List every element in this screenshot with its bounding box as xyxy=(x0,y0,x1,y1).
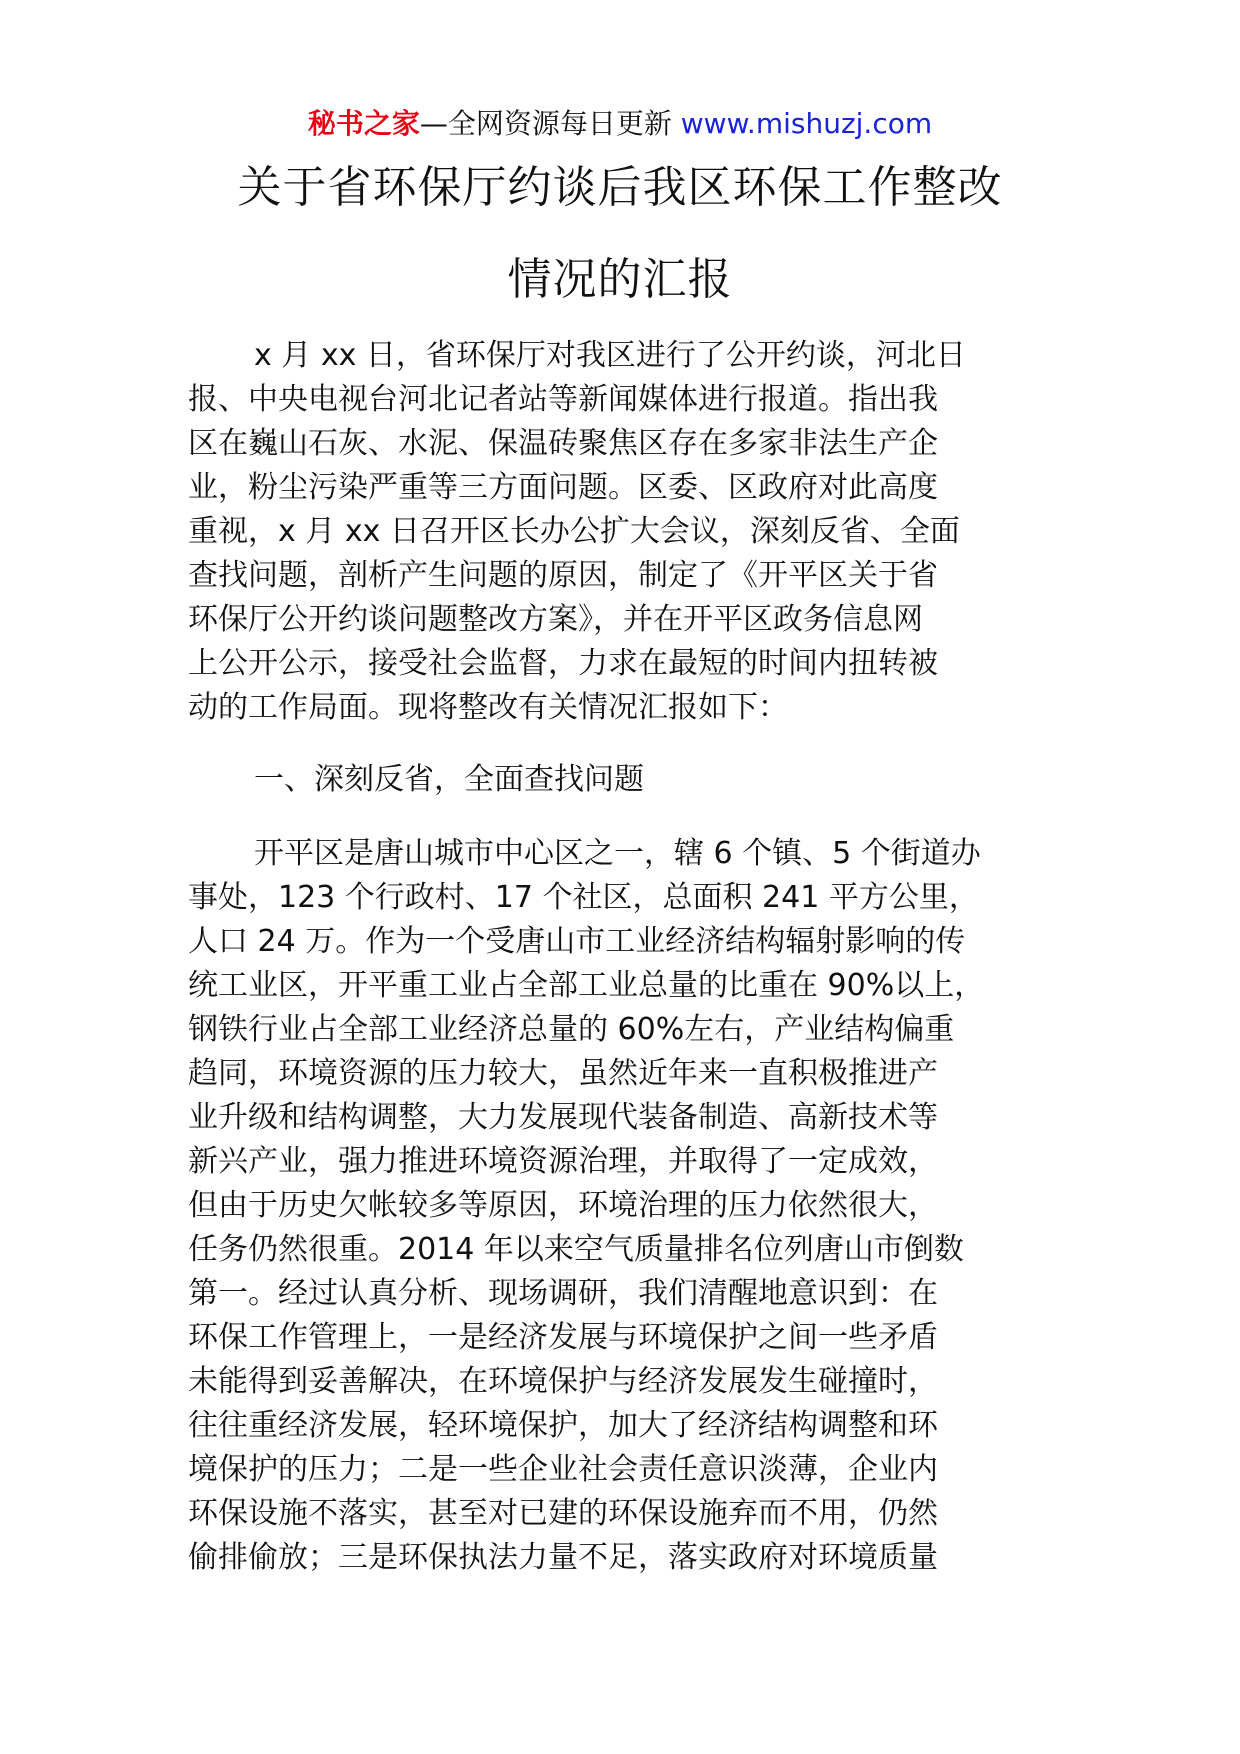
paragraph-line: 钢铁行业占全部工业经济总量的 60%左右，产业结构偏重 xyxy=(188,1012,955,1047)
paragraph-line: 环保厅公开约谈问题整改方案》，并在开平区政务信息网 xyxy=(188,602,923,637)
paragraph-line: 往往重经济发展，轻环境保护，加大了经济结构调整和环 xyxy=(188,1408,938,1443)
paragraph-line: 事处，123 个行政村、17 个社区，总面积 241 平方公里， xyxy=(188,880,979,915)
document-title-line-1: 关于省环保厅约谈后我区环保工作整改 xyxy=(237,162,1003,213)
paragraph-line: 开平区是唐山城市中心区之一，辖 6 个镇、5 个街道办 xyxy=(254,836,981,871)
site-url-link[interactable]: www.mishuzj.com xyxy=(680,107,933,140)
paragraph-line: 上公开公示，接受社会监督，力求在最短的时间内扭转被 xyxy=(188,646,938,681)
paragraph-line: 新兴产业，强力推进环境资源治理，并取得了一定成效， xyxy=(188,1144,938,1179)
paragraph-line: 未能得到妥善解决，在环境保护与经济发展发生碰撞时， xyxy=(188,1364,938,1399)
paragraph-line: 偷排偷放；三是环保执法力量不足，落实政府对环境质量 xyxy=(188,1540,938,1575)
paragraph-line: 业，粉尘污染严重等三方面问题。区委、区政府对此高度 xyxy=(188,470,938,505)
document-title-line-2: 情况的汇报 xyxy=(507,254,733,305)
paragraph-overview xyxy=(188,832,1088,1580)
brand-name: 秘书之家 xyxy=(307,107,420,140)
paragraph-line: 统工业区，开平重工业占全部工业总量的比重在 90%以上， xyxy=(188,968,985,1003)
paragraph-line: 任务仍然很重。2014 年以来空气质量排名位列唐山市倒数 xyxy=(188,1232,964,1267)
paragraph-line: 业升级和结构调整，大力发展现代装备制造、高新技术等 xyxy=(188,1100,938,1135)
paragraph-line: 趋同，环境资源的压力较大，虽然近年来一直积极推进产 xyxy=(188,1056,938,1091)
paragraph-line: 重视，x 月 xx 日召开区长办公扩大会议，深刻反省、全面 xyxy=(188,514,960,549)
site-slogan: —全网资源每日更新 xyxy=(419,107,681,140)
paragraph-line: 动的工作局面。现将整改有关情况汇报如下： xyxy=(188,690,788,725)
paragraph-intro xyxy=(188,334,1088,730)
paragraph-line: 报、中央电视台河北记者站等新闻媒体进行报道。指出我 xyxy=(188,382,938,417)
paragraph-line: 但由于历史欠帐较多等原因，环境治理的压力依然很大， xyxy=(188,1188,938,1223)
paragraph-line: 境保护的压力；二是一些企业社会责任意识淡薄，企业内 xyxy=(188,1452,938,1487)
paragraph-line: 区在巍山石灰、水泥、保温砖聚焦区存在多家非法生产企 xyxy=(188,426,938,461)
paragraph-line: 查找问题，剖析产生问题的原因，制定了《开平区关于省 xyxy=(188,558,938,593)
paragraph-line: 环保设施不落实，甚至对已建的环保设施弃而不用，仍然 xyxy=(188,1496,938,1531)
section-heading xyxy=(188,758,1088,802)
paragraph-line: 第一。经过认真分析、现场调研，我们清醒地意识到：在 xyxy=(188,1276,938,1311)
paragraph-line: x 月 xx 日，省环保厅对我区进行了公开约谈，河北日 xyxy=(254,338,966,373)
site-header xyxy=(0,104,1240,144)
paragraph-line: 环保工作管理上，一是经济发展与环境保护之间一些矛盾 xyxy=(188,1320,938,1355)
paragraph-line: 人口 24 万。作为一个受唐山市工业经济结构辐射影响的传 xyxy=(188,924,966,959)
section-heading-text: 一、深刻反省，全面查找问题 xyxy=(254,762,644,797)
